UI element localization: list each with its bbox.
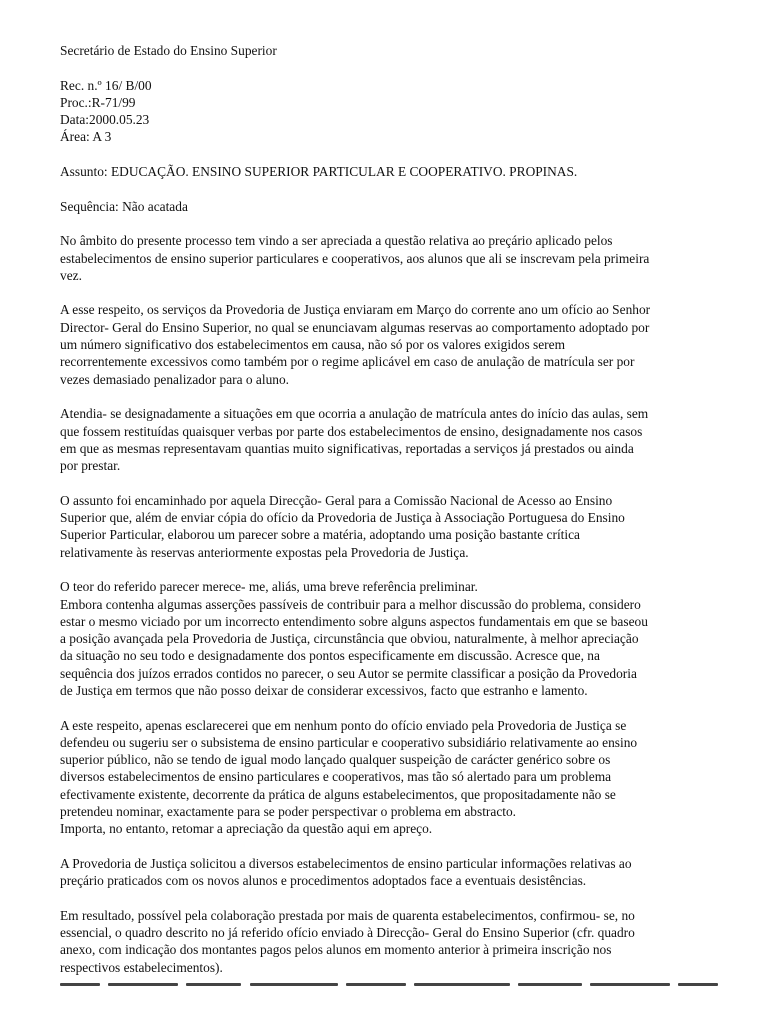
paragraph-line: um número significativo dos estabelecimentos em causa, não só por os valores exigidos serem [60,337,565,353]
paragraph-line: Importa, no entanto, retomar a apreciação da questão aqui em apreço. [60,821,433,837]
body-paragraph [60,578,730,699]
paragraph-line: por prestar. [60,458,121,474]
paragraph-line: em que as mesmas representavam quantias muito significativas, reportadas a serviços já prestados ou ainda [60,440,634,456]
paragraph-line: efectivamente existente, decorrente da prática de alguns estabelecimentos, que propositadamente não se [60,786,616,802]
paragraph-line: estar o mesmo viciado por um incorrecto entendimento sobre alguns aspectos fundamentais em que se baseou [60,613,648,629]
cut-off-text-line [60,983,730,993]
paragraph-line: Superior que, além de enviar cópia do ofício da Provedoria de Justiça à Associação Portuguesa do Ensino [60,510,625,526]
paragraph-line: A Provedoria de Justiça solicitou a diversos estabelecimentos de ensino particular informações relativas ao [60,855,632,871]
addressee-line: Secretário de Estado do Ensino Superior [60,43,277,58]
paragraph-line: A esse respeito, os serviços da Provedoria de Justiça enviaram em Março do corrente ano um ofício ao Senhor [60,302,651,318]
paragraph-line: Director- Geral do Ensino Superior, no qual se enunciavam algumas reservas ao comportamento adoptado por [60,319,650,335]
paragraph-line: Superior Particular, elaborou um parecer sobre a matéria, adoptando uma posição bastante crítica [60,527,580,543]
paragraph-line: respectivos estabelecimentos). [60,959,223,975]
body-paragraph [60,301,730,387]
paragraph-line: estabelecimentos de ensino superior particulares e cooperativos, aos alunos que ali se inscrevam pela primeira [60,250,650,266]
paragraph-line: sequência dos juízos errados contidos no parecer, o seu Autor se permite classificar a posição da Provedoria [60,665,637,681]
paragraph-line: a posição avançada pela Provedoria de Justiça, circunstância que obviou, naturalmente, à melhor apreciação [60,631,639,647]
paragraph-line: No âmbito do presente processo tem vindo a ser apreciada a questão relativa ao preçário aplicado pelos [60,233,613,249]
paragraph-line: recorrentemente excessivos como também por o regime aplicável em caso de anulação de matrícula ser por [60,354,635,370]
document-body [60,42,730,993]
paragraph-line: preçário praticados com os novos alunos e procedimentos adoptados face a eventuais desistências. [60,873,587,889]
sequence-line: Sequência: Não acatada [60,198,188,214]
paragraph-line: anexo, com indicação dos montantes pagos pelos alunos em momento anterior à primeira inscrição nos [60,942,612,958]
sequence [60,198,730,215]
paragraph-line: essencial, o quadro descrito no já referido ofício enviado à Direcção- Geral do Ensino Superior (cfr. quadro [60,925,635,941]
addressee [60,42,730,59]
reference-block [60,77,730,146]
paragraph-line: O teor do referido parecer merece- me, aliás, uma breve referência preliminar. [60,579,478,595]
subject [60,163,730,180]
body-paragraph [60,232,730,284]
paragraph-line: de Justiça em termos que não posso deixar de considerar excessivos, facto que estranho e lamento. [60,682,588,698]
paragraph-line: pretendeu nominar, exactamente para se poder perspectivar o problema em abstracto. [60,804,517,820]
paragraph-line: que fossem restituídas quaisquer verbas por parte dos estabelecimentos de ensino, designadamente nos casos [60,423,643,439]
paragraph-line: A este respeito, apenas esclarecerei que em nenhum ponto do ofício enviado pela Provedoria de Justiça se [60,717,627,733]
paragraph-line: defendeu ou sugeriu ser o subsistema de ensino particular e cooperativo subsidiário relativamente ao ensino [60,734,638,750]
paragraph-line: relativamente às reservas anteriormente expostas pela Provedoria de Justiça. [60,544,469,560]
paragraph-line: superior público, não se tendo de igual modo lançado qualquer suspeição de carácter genérico sobre os [60,752,611,768]
paragraph-line: diversos estabelecimentos de ensino particulares e cooperativos, mas tão só alertado para um problema [60,769,612,785]
body-paragraph [60,492,730,561]
body-paragraph [60,405,730,474]
paragraph-line: Em resultado, possível pela colaboração prestada por mais de quarenta estabelecimentos, confirmou- se, no [60,907,635,923]
proc-number: Proc.:R-71/99 [60,94,136,110]
paragraph-line: O assunto foi encaminhado por aquela Direcção- Geral para a Comissão Nacional de Acesso ao Ensino [60,492,613,508]
date-line: Data:2000.05.23 [60,112,150,128]
paragraph-line: vezes demasiado penalizador para o aluno. [60,371,290,387]
paragraph-line: vez. [60,267,82,283]
subject-line: Assunto: EDUCAÇÃO. ENSINO SUPERIOR PARTICULAR E COOPERATIVO. PROPINAS. [60,164,578,180]
paragraph-line: da situação no seu todo e designadamente dos pontos especificamente em discussão. Acresce que, na [60,648,600,664]
paragraph-line: Embora contenha algumas asserções passíveis de contribuir para a melhor discussão do problema, considero [60,596,641,612]
area-line: Área: A 3 [60,129,112,145]
body-paragraph [60,907,730,976]
rec-number: Rec. n.º 16/ B/00 [60,77,152,93]
body-paragraph [60,855,730,890]
body-paragraphs [60,232,730,976]
paragraph-line: Atendia- se designadamente a situações em que ocorria a anulação de matrícula antes do início das aulas, sem [60,406,649,422]
body-paragraph [60,717,730,838]
